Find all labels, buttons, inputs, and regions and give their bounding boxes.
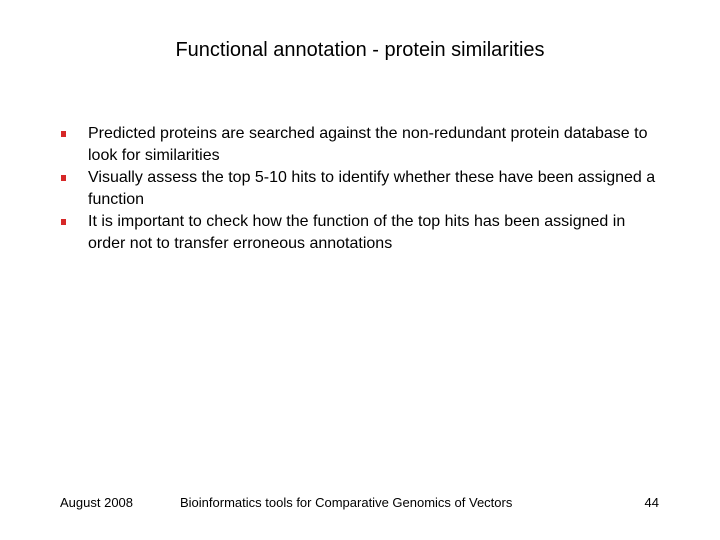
bullet-text: It is important to check how the function of the top hits has been assigned in order not to transfer erroneous annotations bbox=[88, 213, 626, 252]
bullet-item bbox=[60, 123, 660, 167]
square-bullet-icon bbox=[61, 219, 66, 225]
slide-title: Functional annotation - protein similarities bbox=[175, 39, 545, 61]
footer-date: August 2008 bbox=[60, 495, 134, 510]
bullet-item bbox=[60, 167, 660, 211]
bullet-list bbox=[60, 123, 660, 255]
square-bullet-icon bbox=[61, 175, 66, 181]
footer-page-number: 44 bbox=[644, 495, 659, 510]
footer-presentation-title: Bioinformatics tools for Comparative Genomics of Vectors bbox=[180, 495, 513, 510]
bullet-item bbox=[60, 211, 660, 255]
bullet-text: Visually assess the top 5-10 hits to identify whether these have been assigned a function bbox=[88, 169, 656, 208]
bullet-text: Predicted proteins are searched against the non-redundant protein database to look for similarities bbox=[88, 125, 648, 164]
square-bullet-icon bbox=[61, 131, 66, 137]
